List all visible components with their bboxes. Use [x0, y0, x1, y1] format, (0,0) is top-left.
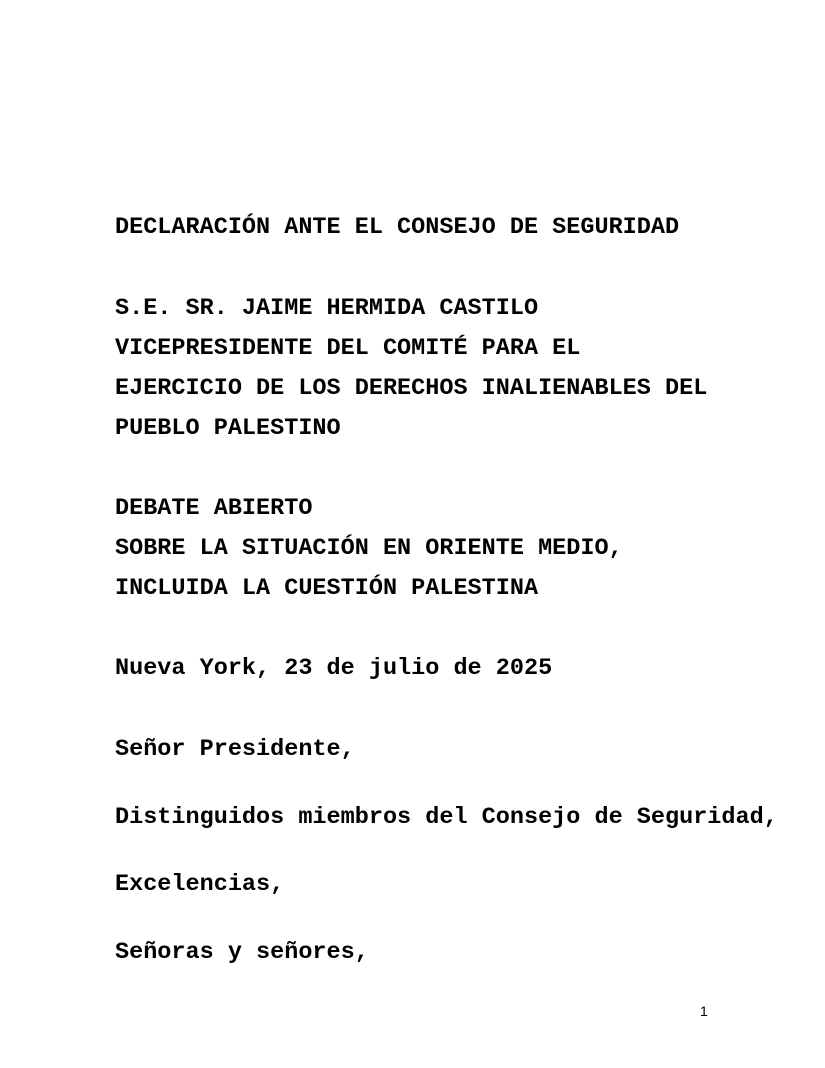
speaker-line: VICEPRESIDENTE DEL COMITÉ PARA EL	[115, 335, 581, 362]
document-title: DECLARACIÓN ANTE EL CONSEJO DE SEGURIDAD	[115, 214, 680, 241]
speaker-line: PUEBLO PALESTINO	[115, 415, 341, 442]
debate-line: DEBATE ABIERTO	[115, 495, 313, 522]
salutation: Excelencias,	[115, 871, 285, 898]
salutation: Señoras y señores,	[115, 939, 369, 966]
debate-line: SOBRE LA SITUACIÓN EN ORIENTE MEDIO,	[115, 535, 623, 562]
salutation: Distinguidos miembros del Consejo de Seguridad,	[115, 804, 778, 831]
salutation: Señor Presidente,	[115, 736, 355, 763]
speaker-line: EJERCICIO DE LOS DERECHOS INALIENABLES DEL	[115, 375, 708, 402]
speaker-line: S.E. SR. JAIME HERMIDA CASTILO	[115, 295, 539, 322]
page-number: 1	[700, 1003, 708, 1019]
debate-line: INCLUIDA LA CUESTIÓN PALESTINA	[115, 575, 539, 602]
place-date: Nueva York, 23 de julio de 2025	[115, 655, 553, 682]
